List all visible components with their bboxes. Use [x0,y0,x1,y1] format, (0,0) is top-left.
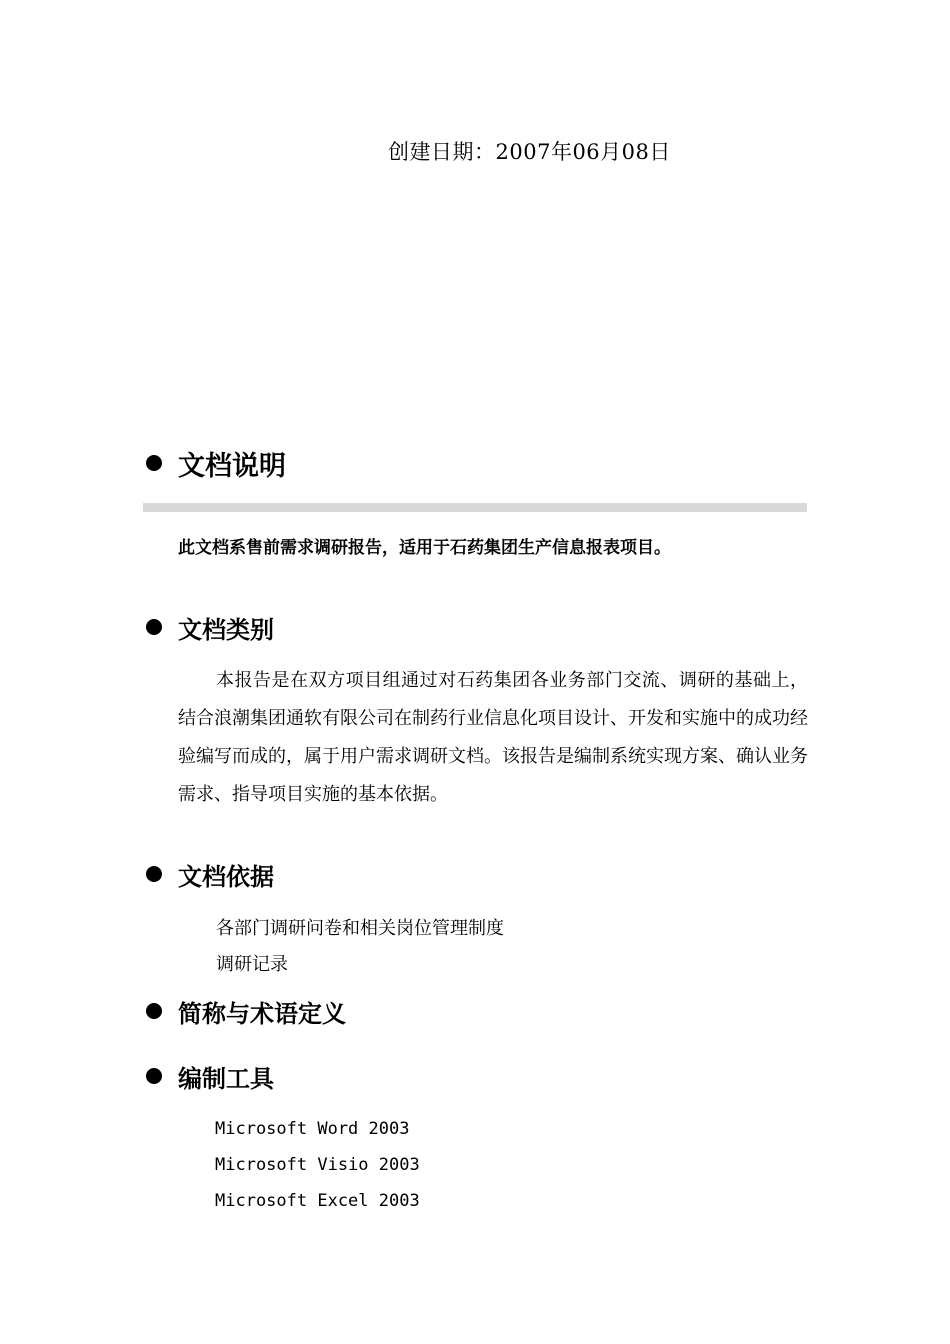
bullet-icon [146,619,162,635]
section-title-description: 文档说明 [178,451,286,482]
category-paragraph: 本报告是在双方项目组通过对石药集团各业务部门交流、调研的基础上，结合浪潮集团通软有限公司在制药行业信息化项目设计、开发和实施中的成功经验编写而成的，属于用户需求调研文档。该报告是编制系统实现方案、确认业务需求、指导项目实施的基本依据。 [178,670,808,805]
bullet-icon [146,1068,162,1084]
description-text: 此文档系售前需求调研报告，适用于石药集团生产信息报表项目。 [178,538,671,558]
basis-item: 各部门调研问卷和相关岗位管理制度 [216,918,504,939]
tool-item: Microsoft Word 2003 [215,1119,410,1139]
bullet-icon [146,455,162,471]
basis-item: 调研记录 [216,954,288,975]
section-title-basis: 文档依据 [178,863,274,891]
section-title-tools: 编制工具 [178,1065,274,1093]
section-title-category: 文档类别 [178,616,274,644]
tool-item: Microsoft Visio 2003 [215,1155,420,1175]
bullet-icon [146,866,162,882]
section-divider [143,503,807,512]
bullet-icon [146,1003,162,1019]
section-title-glossary: 简称与术语定义 [178,1000,346,1028]
tool-item: Microsoft Excel 2003 [215,1191,420,1211]
created-date: 创建日期：2007年06月08日 [388,140,671,164]
